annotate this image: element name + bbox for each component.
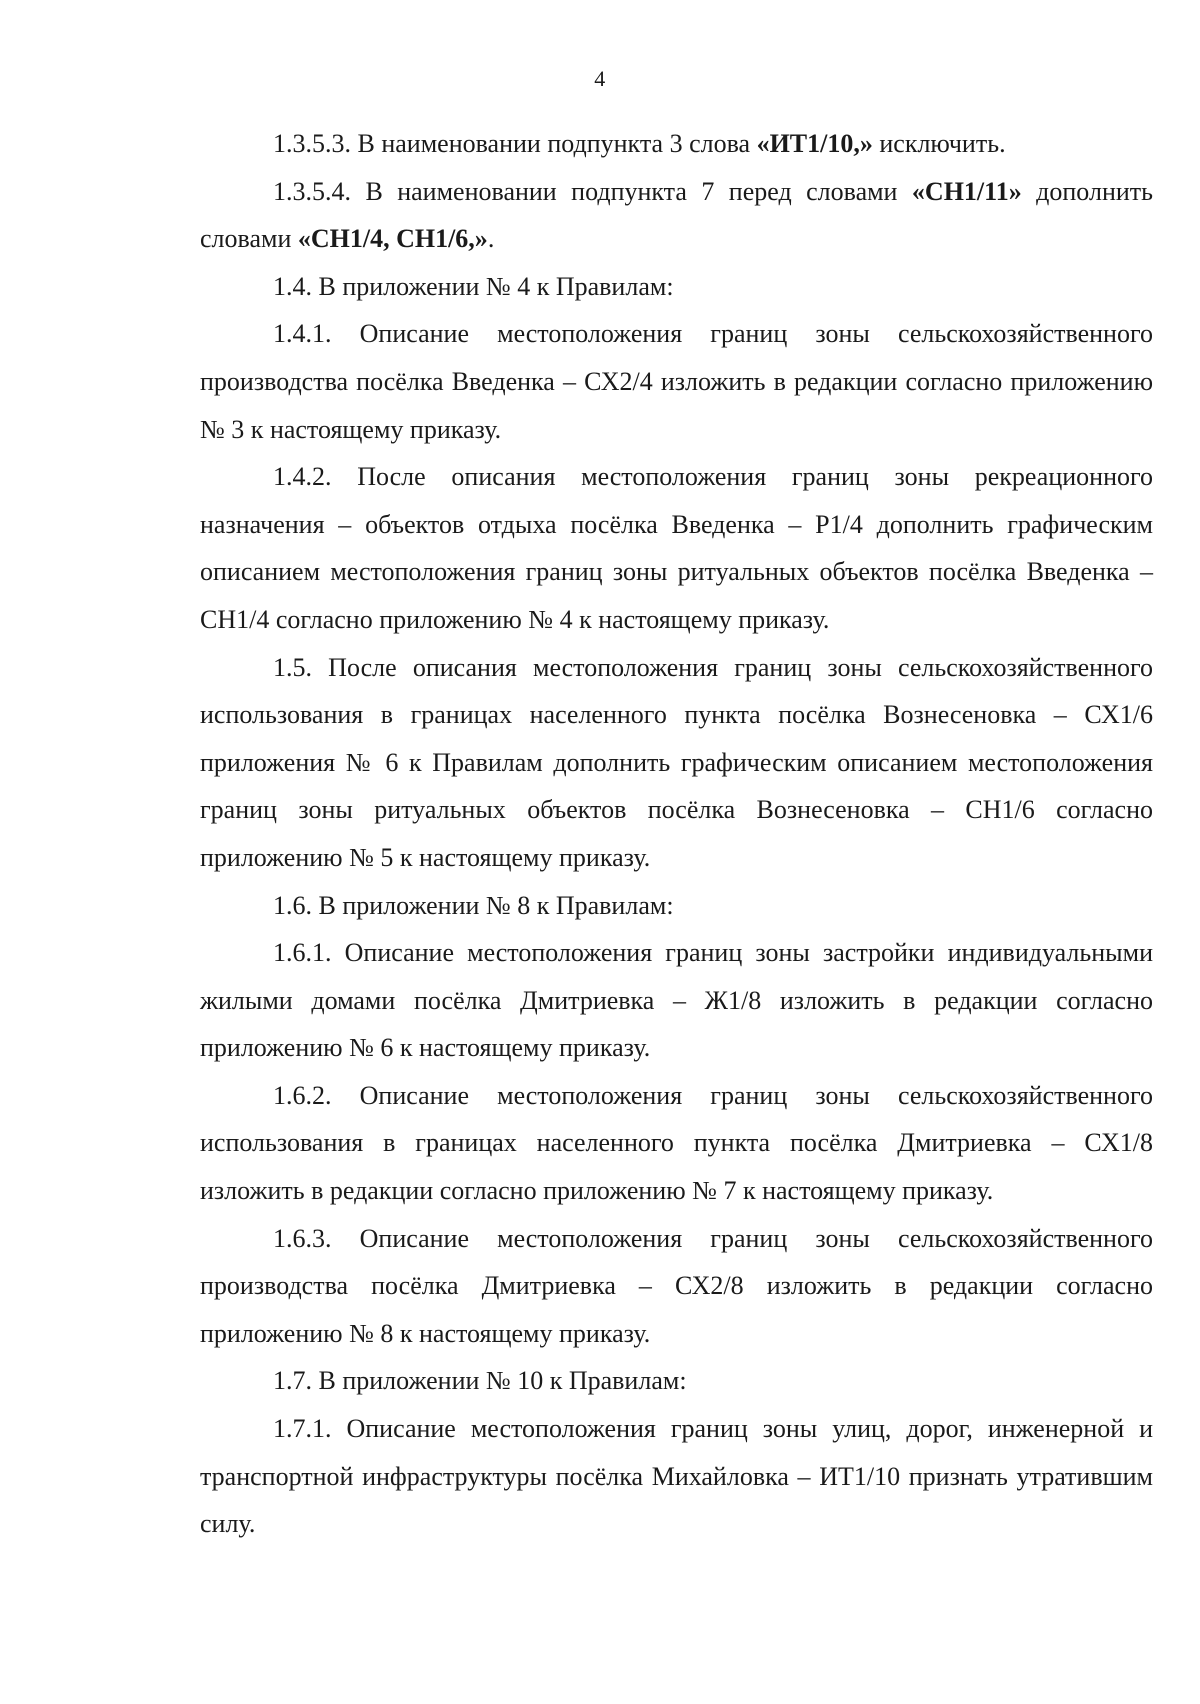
bold-text-span: «ИТ1/10,» bbox=[756, 129, 873, 158]
paragraph bbox=[200, 263, 1153, 311]
text-span: . bbox=[487, 224, 495, 254]
text-span: 1.5. После описания местоположения границ зоны сельскохозяйственного использования в границах населенного пункта посёлка Вознесеновка – СХ1/6 приложения № 6 к Правилам дополнить графическим описанием местоположения границ зоны ритуальных объектов посёлка Вознесеновка – СН1/6 согласно приложению № 5 к настоящему приказу. bbox=[200, 652, 1153, 872]
text-span: 1.6.2. Описание местоположения границ зоны сельскохозяйственного использования в границах населенного пункта посёлка Дмитриевка – СХ1/8 изложить в редакции согласно приложению № 7 к настоящему приказу. bbox=[200, 1080, 1153, 1206]
text-span: 1.6.3. Описание местоположения границ зоны сельскохозяйственного производства посёлка Дмитриевка – СХ2/8 изложить в редакции согласно приложению № 8 к настоящему приказу. bbox=[200, 1223, 1153, 1348]
paragraph bbox=[200, 310, 1153, 453]
paragraph bbox=[200, 120, 1153, 168]
text-span: дополнить словами bbox=[200, 176, 1153, 254]
text-span: 1.3.5.3. В наименовании подпункта 3 слова bbox=[273, 129, 757, 158]
document-body bbox=[200, 120, 1153, 1548]
paragraph bbox=[200, 882, 1153, 930]
text-span: 1.4.1. Описание местоположения границ зоны сельскохозяйственного производства посёлка Введенка – СХ2/4 изложить в редакции согласно приложению № 3 к настоящему приказу. bbox=[200, 319, 1153, 444]
paragraph bbox=[200, 1215, 1153, 1358]
paragraph bbox=[200, 168, 1153, 263]
paragraph bbox=[200, 1072, 1153, 1215]
text-span: 1.4.2. После описания местоположения границ зоны рекреационного назначения – объектов отдыха посёлка Введенка – Р1/4 дополнить графическим описанием местоположения границ зоны ритуальных объектов посёлка Введенка – СН1/4 согласно приложению № 4 к настоящему приказу. bbox=[200, 462, 1153, 634]
paragraph bbox=[200, 453, 1153, 643]
text-span: 1.7. В приложении № 10 к Правилам: bbox=[273, 1366, 687, 1396]
text-span: 1.7.1. Описание местоположения границ зоны улиц, дорог, инженерной и транспортной инфраструктуры посёлка Михайловка – ИТ1/10 признать утратившим силу. bbox=[200, 1414, 1153, 1539]
text-span: 1.6.1. Описание местоположения границ зоны застройки индивидуальными жилыми домами посёлка Дмитриевка – Ж1/8 изложить в редакции согласно приложению № 6 к настоящему приказу. bbox=[200, 938, 1153, 1063]
paragraph bbox=[200, 1405, 1153, 1548]
text-span: исключить. bbox=[872, 129, 1006, 158]
text-span: 1.4. В приложении № 4 к Правилам: bbox=[273, 271, 674, 301]
text-span: 1.6. В приложении № 8 к Правилам: bbox=[273, 890, 674, 920]
text-span: 1.3.5.4. В наименовании подпункта 7 перед словами bbox=[273, 176, 912, 206]
paragraph bbox=[200, 644, 1153, 882]
page-number: 4 bbox=[594, 66, 606, 91]
paragraph bbox=[200, 1357, 1153, 1405]
bold-text-span: «СН1/4, СН1/6,» bbox=[297, 224, 488, 254]
bold-text-span: «СН1/11» bbox=[911, 176, 1022, 206]
paragraph bbox=[200, 929, 1153, 1072]
